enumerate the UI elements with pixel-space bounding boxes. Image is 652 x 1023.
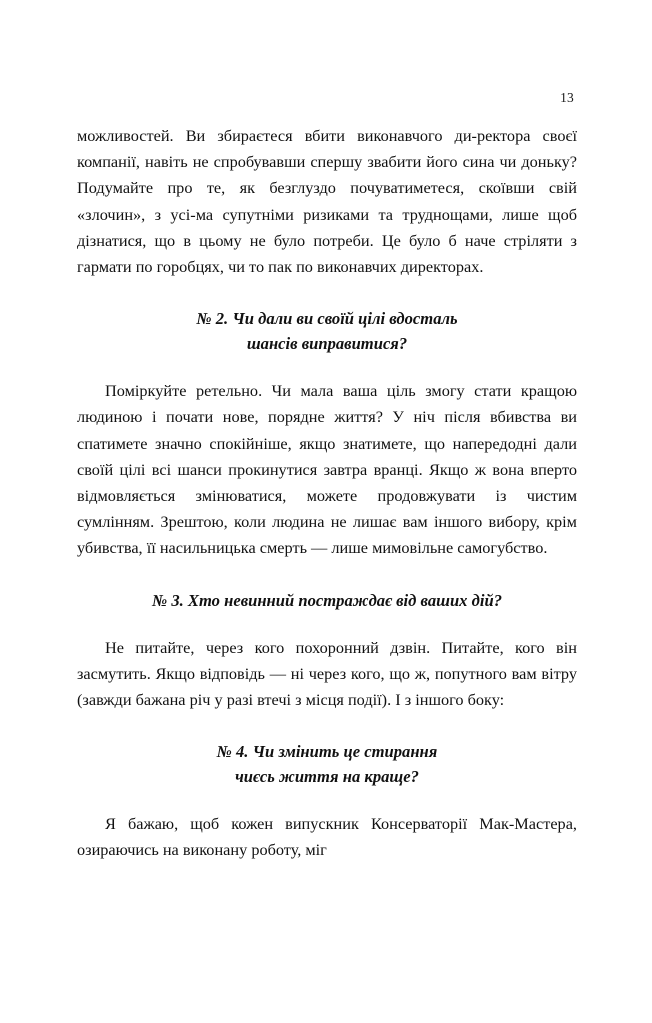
paragraph-4: Я бажаю, щоб кожен випускник Консерваторії Мак-Мастера, озираючись на виконану роботу, міг: [77, 814, 577, 860]
spacer: [77, 356, 577, 378]
paragraph-1: можливостей. Ви збираєтеся вбити виконавчого ди-ректора своєї компанії, навіть не спробувавши спершу звабити його сина чи доньку? Подумайте про те, як безглуздо почуватиметеся, скоївши свій «злочин», з усі-ма супутніми ризиками та труднощами, лише щоб дізнатися, що в цьому не було потреби. Це було б наче стріляти з гармати по горобцях, чи то пак по виконавчих директорах.: [77, 126, 577, 277]
heading-line-2: шансів виправитися?: [246, 334, 408, 354]
spacer: [77, 713, 577, 739]
heading-line-1: № 3. Хто невинний постраждає від ваших дій?: [152, 590, 502, 610]
spacer: [77, 613, 577, 635]
heading-line-1: № 4. Чи змінить це стирання: [216, 742, 438, 762]
section-heading-4: [77, 739, 577, 789]
paragraph-3: Не питайте, через кого похоронний дзвін. Питайте, кого він засмутить. Якщо відповідь — ні через кого, що ж, попутного вам вітру (завжди бажана річ у разі втечі з місця події). І з іншого боку:: [77, 637, 577, 710]
spacer: [77, 562, 577, 588]
heading-line-1: № 2. Чи дали ви своїй цілі вдосталь: [196, 309, 458, 329]
section-heading-2: [77, 306, 577, 356]
page-number: 13: [560, 90, 574, 105]
heading-line-2: чиєсь життя на краще?: [235, 767, 419, 787]
paragraph-2: Поміркуйте ретельно. Чи мала ваша ціль змогу стати кращою людиною і почати нове, порядне життя? У ніч після вбивства ви спатимете значно спокійніше, якщо знатимете, що напередодні дали своїй цілі всі шанси прокинутися завтра вранці. Якщо ж вона вперто відмовляється змінюватися, можете продовжувати із чистим сумлінням. Зрештою, коли людина не лишає вам іншого вибору, крім убивства, її насильницька смерть — лише мимовільне самогубство.: [77, 381, 577, 558]
spacer: [77, 280, 577, 306]
page-content: [77, 123, 577, 864]
section-heading-3: [77, 588, 577, 613]
spacer: [77, 789, 577, 811]
